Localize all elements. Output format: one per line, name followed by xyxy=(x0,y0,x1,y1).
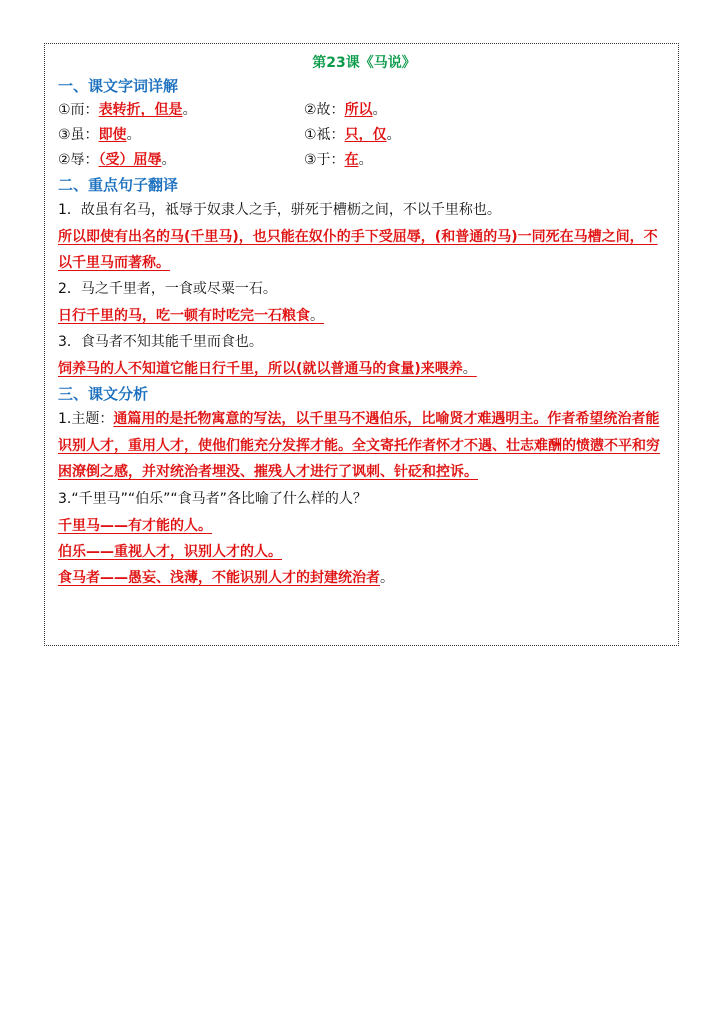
translation-question: 1．故虽有名马，祗辱于奴隶人之手，骈死于槽枥之间，不以千里称也。 xyxy=(58,202,501,218)
vocab-row xyxy=(58,148,670,173)
section-heading-translation: 二、重点句子翻译 xyxy=(58,176,179,194)
analysis-answer xyxy=(58,513,670,539)
vocab-item xyxy=(304,98,604,123)
lesson-title: 第23课《马说》 xyxy=(312,55,416,71)
vocab-answer: 表转折，但是 xyxy=(98,102,183,118)
vocab-item xyxy=(58,98,304,123)
vocab-answer: （受）屈辱 xyxy=(98,152,162,168)
translation-question: 2．马之千里者，一食或尽粟一石。 xyxy=(58,281,277,297)
analysis-answer-end: 。 xyxy=(380,569,394,586)
notes-content xyxy=(58,52,670,591)
vocab-end: 。 xyxy=(126,127,141,143)
vocab-item xyxy=(304,148,604,173)
translation-answer xyxy=(58,356,670,382)
vocab-term: ③虽： xyxy=(58,127,99,143)
notes-card xyxy=(44,43,679,646)
section-heading-analysis: 三、课文分析 xyxy=(58,385,149,403)
vocab-end: 。 xyxy=(386,127,401,143)
vocab-end: 。 xyxy=(161,152,176,168)
vocab-term: ②故： xyxy=(304,102,345,118)
vocab-item xyxy=(58,148,304,173)
translation-answer xyxy=(58,303,670,329)
translation-answer-end: 。 xyxy=(462,361,477,377)
vocab-end: 。 xyxy=(182,102,197,118)
vocab-item xyxy=(304,123,604,148)
vocab-answer: 在 xyxy=(344,152,359,168)
analysis-answer xyxy=(58,539,670,565)
translation-answer-text: 饲养马的人不知道它能日行千里，所以(就以普通马的食量)来喂养 xyxy=(58,361,463,377)
vocab-answer: 即使 xyxy=(98,127,127,143)
vocab-term: ①祗： xyxy=(304,127,345,143)
theme-paragraph xyxy=(58,406,670,486)
vocab-answer: 只，仅 xyxy=(344,127,387,143)
vocab-end: 。 xyxy=(358,152,373,168)
section-heading-vocabulary: 一、课文字词详解 xyxy=(58,77,179,95)
translation-answer-end: 。 xyxy=(310,308,324,324)
vocab-term: ③于： xyxy=(304,152,345,168)
vocab-row xyxy=(58,98,670,123)
vocab-item xyxy=(58,123,304,148)
vocab-row xyxy=(58,123,670,148)
vocab-term: ①而： xyxy=(58,102,99,118)
vocab-end: 。 xyxy=(372,102,387,118)
translation-question: 3．食马者不知其能千里而食也。 xyxy=(58,334,263,350)
translation-answer xyxy=(58,224,670,276)
analysis-answer-text: 食马者——愚妄、浅薄，不能识别人才的封建统治者 xyxy=(58,569,380,586)
theme-label: 1.主题： xyxy=(58,411,114,427)
analysis-answer-text: 伯乐——重视人才，识别人才的人。 xyxy=(58,543,282,560)
analysis-answer xyxy=(58,565,670,591)
theme-text: 通篇用的是托物寓意的写法，以千里马不遇伯乐，比喻贤才难遇明主。作者希望统治者能识别人才，重用人才，使他们能充分发挥才能。全文寄托作者怀才不遇、壮志难酬的愤懑不平和穷困潦倒之感，并对统治者埋没、摧残人才进行了讽刺、针砭和控诉。 xyxy=(58,411,660,480)
translation-answer-text: 日行千里的马，吃一顿有时吃完一石粮食 xyxy=(58,308,310,324)
translation-answer-text: 所以即使有出名的马(千里马)，也只能在奴仆的手下受屈辱，(和普通的马)一同死在马槽之间，不以千里马而著称。 xyxy=(58,229,658,271)
analysis-answer-text: 千里马——有才能的人。 xyxy=(58,517,212,534)
vocab-term: ②辱： xyxy=(58,152,99,168)
analysis-question: 3.“千里马”“伯乐”“食马者”各比喻了什么样的人？ xyxy=(58,490,367,507)
vocab-answer: 所以 xyxy=(344,102,373,118)
